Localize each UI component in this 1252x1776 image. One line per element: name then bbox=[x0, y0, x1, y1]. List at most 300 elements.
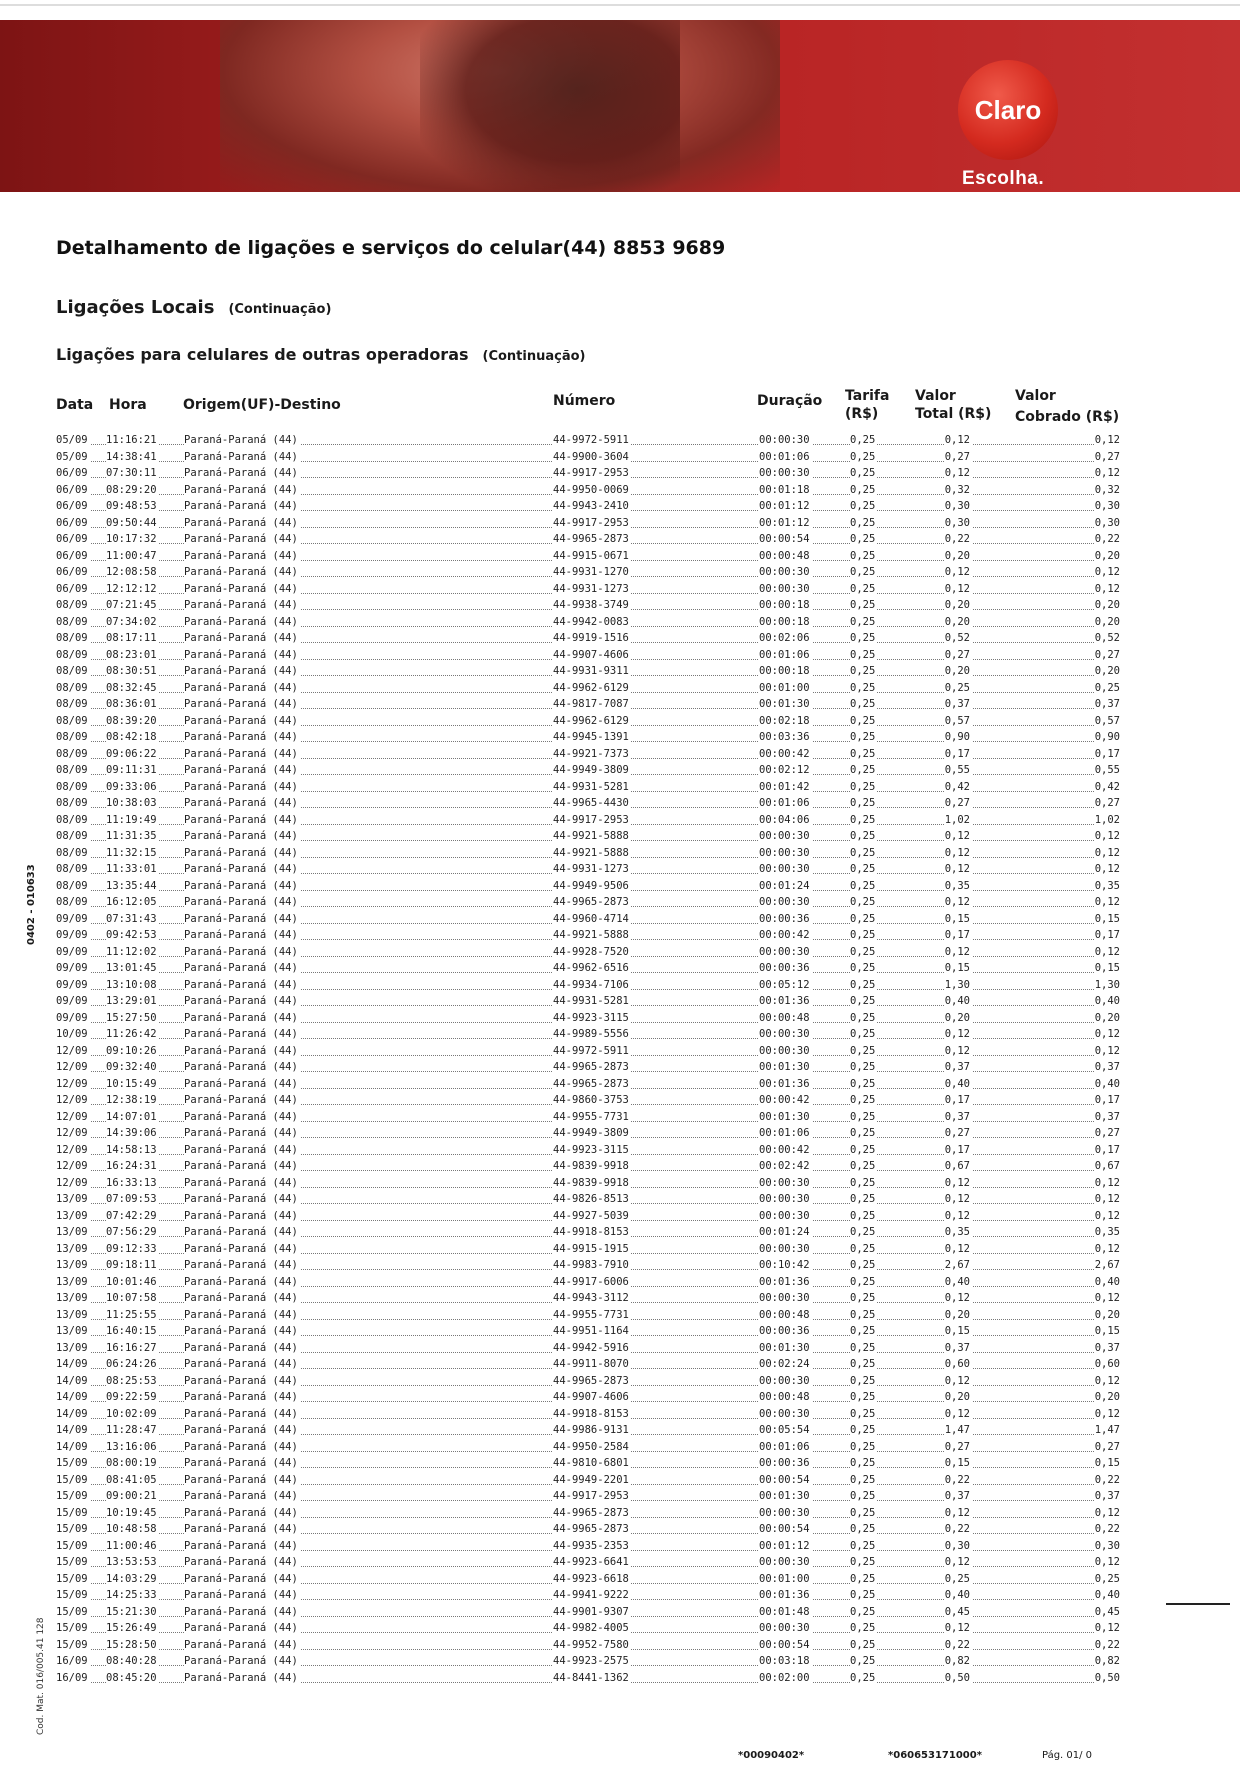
cell-valor-cobrado: 0,12 bbox=[1094, 1028, 1120, 1040]
cell-numero: 44-9945-1391 bbox=[553, 731, 629, 743]
cell-valor-total: 0,27 bbox=[944, 797, 970, 809]
cell-hora: 08:23:01 bbox=[106, 648, 157, 661]
cell-hora: 12:12:12 bbox=[106, 582, 157, 595]
cell-hora: 07:56:29 bbox=[106, 1226, 157, 1238]
cell-valor-total: 0,15 bbox=[944, 1457, 970, 1469]
cell-hora: 11:28:47 bbox=[106, 1424, 157, 1436]
cell-data: 08/09 bbox=[56, 599, 88, 611]
cell-hora: 09:12:33 bbox=[106, 1242, 157, 1255]
cell-duracao: 00:00:30 bbox=[759, 1374, 810, 1387]
cell-data: 08/09 bbox=[56, 714, 88, 727]
cell-valor-cobrado: 0,15 bbox=[1094, 1457, 1120, 1469]
cell-valor-total: 0,37 bbox=[944, 1490, 970, 1502]
cell-numero: 44-9931-1273 bbox=[553, 582, 629, 595]
table-row bbox=[56, 846, 1122, 863]
cell-valor-total: 0,12 bbox=[944, 1176, 970, 1189]
cell-valor-total: 0,55 bbox=[944, 764, 970, 776]
cell-tarifa: 0,25 bbox=[850, 830, 876, 842]
cell-valor-cobrado: 0,22 bbox=[1094, 1473, 1120, 1486]
table-row bbox=[56, 1572, 1122, 1589]
cell-numero: 44-9949-3809 bbox=[553, 1127, 629, 1139]
cell-tarifa: 0,25 bbox=[850, 731, 876, 743]
cell-numero: 44-9989-5556 bbox=[553, 1028, 629, 1040]
cell-valor-cobrado: 0,40 bbox=[1094, 1589, 1120, 1601]
cell-valor-cobrado: 0,40 bbox=[1094, 995, 1120, 1007]
cell-hora: 13:35:44 bbox=[106, 879, 157, 892]
cell-data: 13/09 bbox=[56, 1209, 88, 1222]
cell-numero: 44-9950-0069 bbox=[553, 483, 629, 496]
table-row bbox=[56, 1093, 1122, 1110]
cell-numero: 44-9965-2873 bbox=[553, 1077, 629, 1090]
table-row bbox=[56, 1440, 1122, 1457]
table-row bbox=[56, 516, 1122, 533]
table-row bbox=[56, 1192, 1122, 1209]
cell-valor-cobrado: 0,12 bbox=[1094, 1193, 1120, 1205]
cell-numero: 44-9921-5888 bbox=[553, 830, 629, 842]
cell-valor-total: 0,12 bbox=[944, 434, 970, 446]
cell-data: 08/09 bbox=[56, 797, 88, 809]
cell-origem: Paraná-Paraná (44) bbox=[184, 1275, 298, 1288]
cell-numero: 44-9934-7106 bbox=[553, 978, 629, 991]
cell-origem: Paraná-Paraná (44) bbox=[184, 846, 298, 859]
cell-numero: 44-9839-9918 bbox=[553, 1160, 629, 1172]
cell-valor-cobrado: 0,17 bbox=[1094, 1094, 1120, 1106]
cell-data: 09/09 bbox=[56, 978, 88, 991]
cell-valor-cobrado: 0,60 bbox=[1094, 1358, 1120, 1370]
cell-origem: Paraná-Paraná (44) bbox=[184, 1127, 298, 1139]
cell-tarifa: 0,25 bbox=[850, 962, 876, 974]
cell-valor-cobrado: 0,30 bbox=[1094, 516, 1120, 529]
cell-valor-cobrado: 0,27 bbox=[1094, 1127, 1120, 1139]
cell-tarifa: 0,25 bbox=[850, 467, 876, 479]
cell-hora: 08:39:20 bbox=[106, 714, 157, 727]
cell-data: 15/09 bbox=[56, 1457, 88, 1469]
cell-origem: Paraná-Paraná (44) bbox=[184, 1473, 298, 1486]
cell-valor-cobrado: 2,67 bbox=[1094, 1259, 1120, 1271]
cell-valor-total: 0,12 bbox=[944, 1622, 970, 1634]
cell-duracao: 00:00:54 bbox=[759, 1638, 810, 1651]
cell-valor-cobrado: 0,27 bbox=[1094, 1440, 1120, 1453]
cell-valor-cobrado: 0,12 bbox=[1094, 1622, 1120, 1634]
cell-tarifa: 0,25 bbox=[850, 1292, 876, 1304]
cell-valor-cobrado: 0,45 bbox=[1094, 1605, 1120, 1618]
cell-duracao: 00:10:42 bbox=[759, 1259, 810, 1271]
subsection-title bbox=[56, 345, 586, 364]
cell-tarifa: 0,25 bbox=[850, 1011, 876, 1024]
cell-origem: Paraná-Paraná (44) bbox=[184, 1044, 298, 1057]
cell-duracao: 00:00:30 bbox=[759, 945, 810, 958]
cell-valor-cobrado: 0,22 bbox=[1094, 533, 1120, 545]
cell-data: 06/09 bbox=[56, 549, 88, 562]
cell-numero: 44-9817-7087 bbox=[553, 698, 629, 710]
cell-valor-cobrado: 0,12 bbox=[1094, 1292, 1120, 1304]
cell-duracao: 00:00:30 bbox=[759, 1407, 810, 1420]
cell-hora: 07:09:53 bbox=[106, 1193, 157, 1205]
col-valor-total-2: Total (R$) bbox=[915, 406, 992, 422]
cell-origem: Paraná-Paraná (44) bbox=[184, 1374, 298, 1387]
cell-valor-cobrado: 0,12 bbox=[1094, 1209, 1120, 1222]
cell-duracao: 00:01:06 bbox=[759, 1440, 810, 1453]
cell-duracao: 00:02:42 bbox=[759, 1160, 810, 1172]
cell-tarifa: 0,25 bbox=[850, 1523, 876, 1535]
cell-valor-total: 0,20 bbox=[944, 549, 970, 562]
cell-tarifa: 0,25 bbox=[850, 879, 876, 892]
cell-hora: 09:11:31 bbox=[106, 764, 157, 776]
table-row bbox=[56, 532, 1122, 549]
cell-origem: Paraná-Paraná (44) bbox=[184, 863, 298, 875]
cell-valor-cobrado: 0,20 bbox=[1094, 665, 1120, 677]
cell-numero: 44-9931-5281 bbox=[553, 995, 629, 1007]
cell-tarifa: 0,25 bbox=[850, 1655, 876, 1667]
cell-tarifa: 0,25 bbox=[850, 1242, 876, 1255]
table-row bbox=[56, 1110, 1122, 1127]
col-tarifa-2: (R$) bbox=[845, 406, 879, 422]
cell-numero: 44-9918-8153 bbox=[553, 1407, 629, 1420]
cell-valor-total: 0,12 bbox=[944, 830, 970, 842]
table-row bbox=[56, 1621, 1122, 1638]
cell-origem: Paraná-Paraná (44) bbox=[184, 1605, 298, 1618]
cell-tarifa: 0,25 bbox=[850, 1473, 876, 1486]
cell-numero: 44-9943-3112 bbox=[553, 1292, 629, 1304]
cell-numero: 44-9921-5888 bbox=[553, 929, 629, 941]
cell-duracao: 00:00:48 bbox=[759, 1011, 810, 1024]
cell-duracao: 00:03:36 bbox=[759, 731, 810, 743]
cell-valor-total: 0,17 bbox=[944, 929, 970, 941]
table-row bbox=[56, 978, 1122, 995]
cell-valor-cobrado: 0,37 bbox=[1094, 1061, 1120, 1073]
cell-origem: Paraná-Paraná (44) bbox=[184, 450, 298, 463]
cell-hora: 14:03:29 bbox=[106, 1572, 157, 1585]
cell-hora: 09:06:22 bbox=[106, 747, 157, 760]
cell-duracao: 00:00:30 bbox=[759, 1176, 810, 1189]
cell-tarifa: 0,25 bbox=[850, 813, 876, 826]
cell-tarifa: 0,25 bbox=[850, 1490, 876, 1502]
cell-hora: 13:01:45 bbox=[106, 962, 157, 974]
cell-data: 08/09 bbox=[56, 780, 88, 793]
cell-valor-cobrado: 0,20 bbox=[1094, 549, 1120, 562]
cell-valor-total: 0,37 bbox=[944, 698, 970, 710]
cell-data: 05/09 bbox=[56, 450, 88, 463]
cell-valor-total: 0,40 bbox=[944, 995, 970, 1007]
cell-data: 14/09 bbox=[56, 1374, 88, 1387]
cell-duracao: 00:01:06 bbox=[759, 797, 810, 809]
cell-valor-cobrado: 0,37 bbox=[1094, 698, 1120, 710]
cell-hora: 11:19:49 bbox=[106, 813, 157, 826]
cell-valor-total: 0,67 bbox=[944, 1160, 970, 1172]
cell-valor-cobrado: 0,40 bbox=[1094, 1275, 1120, 1288]
cell-valor-cobrado: 0,50 bbox=[1094, 1671, 1120, 1684]
cell-origem: Paraná-Paraná (44) bbox=[184, 1539, 298, 1552]
cell-duracao: 00:02:18 bbox=[759, 714, 810, 727]
cell-data: 13/09 bbox=[56, 1259, 88, 1271]
cell-hora: 10:19:45 bbox=[106, 1506, 157, 1519]
cell-hora: 16:12:05 bbox=[106, 896, 157, 908]
cell-numero: 44-9918-8153 bbox=[553, 1226, 629, 1238]
cell-numero: 44-9860-3753 bbox=[553, 1094, 629, 1106]
cell-hora: 10:38:03 bbox=[106, 797, 157, 809]
cell-duracao: 00:01:06 bbox=[759, 648, 810, 661]
cell-origem: Paraná-Paraná (44) bbox=[184, 1110, 298, 1123]
cell-data: 15/09 bbox=[56, 1490, 88, 1502]
cell-tarifa: 0,25 bbox=[850, 1671, 876, 1684]
cell-numero: 44-9982-4005 bbox=[553, 1622, 629, 1634]
cell-tarifa: 0,25 bbox=[850, 483, 876, 496]
cell-tarifa: 0,25 bbox=[850, 863, 876, 875]
table-row bbox=[56, 1638, 1122, 1655]
cell-valor-total: 0,90 bbox=[944, 731, 970, 743]
cell-valor-total: 0,12 bbox=[944, 945, 970, 958]
table-row bbox=[56, 1506, 1122, 1523]
cell-tarifa: 0,25 bbox=[850, 500, 876, 512]
cell-tarifa: 0,25 bbox=[850, 1605, 876, 1618]
cell-origem: Paraná-Paraná (44) bbox=[184, 1506, 298, 1519]
table-row bbox=[56, 912, 1122, 929]
cell-numero: 44-9941-9222 bbox=[553, 1589, 629, 1601]
cell-duracao: 00:01:12 bbox=[759, 500, 810, 512]
cell-valor-total: 0,22 bbox=[944, 1473, 970, 1486]
cell-valor-cobrado: 0,15 bbox=[1094, 912, 1120, 925]
cell-tarifa: 0,25 bbox=[850, 1308, 876, 1321]
cell-numero: 44-9826-8513 bbox=[553, 1193, 629, 1205]
cell-origem: Paraná-Paraná (44) bbox=[184, 1242, 298, 1255]
cell-origem: Paraná-Paraná (44) bbox=[184, 1391, 298, 1403]
cell-hora: 09:32:40 bbox=[106, 1061, 157, 1073]
cell-duracao: 00:00:42 bbox=[759, 1094, 810, 1106]
table-row bbox=[56, 1258, 1122, 1275]
cell-origem: Paraná-Paraná (44) bbox=[184, 1193, 298, 1205]
cell-hora: 09:42:53 bbox=[106, 929, 157, 941]
header-banner bbox=[0, 20, 1240, 192]
cell-data: 08/09 bbox=[56, 731, 88, 743]
cell-origem: Paraná-Paraná (44) bbox=[184, 929, 298, 941]
cell-origem: Paraná-Paraná (44) bbox=[184, 632, 298, 644]
cell-duracao: 00:01:24 bbox=[759, 1226, 810, 1238]
cell-tarifa: 0,25 bbox=[850, 1110, 876, 1123]
cell-valor-total: 0,32 bbox=[944, 483, 970, 496]
cell-origem: Paraná-Paraná (44) bbox=[184, 830, 298, 842]
cell-data: 13/09 bbox=[56, 1226, 88, 1238]
cell-numero: 44-9901-9307 bbox=[553, 1605, 629, 1618]
cell-numero: 44-9917-2953 bbox=[553, 516, 629, 529]
table-row bbox=[56, 1027, 1122, 1044]
table-row bbox=[56, 862, 1122, 879]
cell-hora: 09:33:06 bbox=[106, 780, 157, 793]
cell-numero: 44-9951-1164 bbox=[553, 1325, 629, 1337]
cell-hora: 11:26:42 bbox=[106, 1028, 157, 1040]
cell-hora: 09:00:21 bbox=[106, 1490, 157, 1502]
cell-data: 06/09 bbox=[56, 533, 88, 545]
col-hora: Hora bbox=[109, 397, 147, 413]
cell-valor-cobrado: 0,12 bbox=[1094, 467, 1120, 479]
cell-data: 13/09 bbox=[56, 1242, 88, 1255]
cell-numero: 44-9965-2873 bbox=[553, 1523, 629, 1535]
cell-numero: 44-9917-2953 bbox=[553, 813, 629, 826]
cell-tarifa: 0,25 bbox=[850, 945, 876, 958]
cell-tarifa: 0,25 bbox=[850, 797, 876, 809]
cell-valor-cobrado: 0,55 bbox=[1094, 764, 1120, 776]
cell-tarifa: 0,25 bbox=[850, 450, 876, 463]
cell-valor-total: 0,12 bbox=[944, 846, 970, 859]
cell-valor-cobrado: 0,12 bbox=[1094, 830, 1120, 842]
cell-duracao: 00:01:24 bbox=[759, 879, 810, 892]
cell-duracao: 00:01:00 bbox=[759, 681, 810, 694]
cell-origem: Paraná-Paraná (44) bbox=[184, 1572, 298, 1585]
cell-valor-cobrado: 0,42 bbox=[1094, 780, 1120, 793]
table-row bbox=[56, 1588, 1122, 1605]
cell-duracao: 00:00:48 bbox=[759, 1308, 810, 1321]
cell-valor-cobrado: 0,32 bbox=[1094, 483, 1120, 496]
table-row bbox=[56, 763, 1122, 780]
col-duracao: Duração bbox=[757, 393, 823, 409]
cell-valor-cobrado: 0,12 bbox=[1094, 1374, 1120, 1387]
cell-data: 08/09 bbox=[56, 863, 88, 875]
cell-valor-total: 0,42 bbox=[944, 780, 970, 793]
cell-numero: 44-9965-2873 bbox=[553, 1374, 629, 1387]
cell-hora: 14:38:41 bbox=[106, 450, 157, 463]
cell-valor-total: 0,17 bbox=[944, 747, 970, 760]
cell-valor-cobrado: 0,67 bbox=[1094, 1160, 1120, 1172]
cell-numero: 44-9965-2873 bbox=[553, 533, 629, 545]
table-row bbox=[56, 664, 1122, 681]
cell-valor-cobrado: 0,12 bbox=[1094, 566, 1120, 578]
cell-tarifa: 0,25 bbox=[850, 1407, 876, 1420]
cell-origem: Paraná-Paraná (44) bbox=[184, 1424, 298, 1436]
cell-valor-total: 0,12 bbox=[944, 1374, 970, 1387]
cell-valor-total: 0,12 bbox=[944, 566, 970, 578]
cell-valor-cobrado: 0,17 bbox=[1094, 747, 1120, 760]
cell-origem: Paraná-Paraná (44) bbox=[184, 1523, 298, 1535]
cell-hora: 11:00:46 bbox=[106, 1539, 157, 1552]
cell-tarifa: 0,25 bbox=[850, 516, 876, 529]
cell-tarifa: 0,25 bbox=[850, 1160, 876, 1172]
cell-data: 08/09 bbox=[56, 764, 88, 776]
cell-tarifa: 0,25 bbox=[850, 698, 876, 710]
cell-data: 14/09 bbox=[56, 1424, 88, 1436]
cell-valor-cobrado: 0,17 bbox=[1094, 929, 1120, 941]
cell-duracao: 00:00:30 bbox=[759, 1028, 810, 1040]
cell-tarifa: 0,25 bbox=[850, 1044, 876, 1057]
cell-tarifa: 0,25 bbox=[850, 912, 876, 925]
cell-data: 14/09 bbox=[56, 1440, 88, 1453]
cell-valor-cobrado: 0,12 bbox=[1094, 863, 1120, 875]
cell-origem: Paraná-Paraná (44) bbox=[184, 665, 298, 677]
cell-hora: 08:30:51 bbox=[106, 665, 157, 677]
cell-data: 08/09 bbox=[56, 813, 88, 826]
cell-numero: 44-9962-6129 bbox=[553, 714, 629, 727]
cell-valor-cobrado: 0,52 bbox=[1094, 632, 1120, 644]
table-row bbox=[56, 1060, 1122, 1077]
table-row bbox=[56, 565, 1122, 582]
cell-duracao: 00:01:30 bbox=[759, 1490, 810, 1502]
cell-tarifa: 0,25 bbox=[850, 1424, 876, 1436]
cell-origem: Paraná-Paraná (44) bbox=[184, 1638, 298, 1651]
cell-origem: Paraná-Paraná (44) bbox=[184, 912, 298, 925]
cell-origem: Paraná-Paraná (44) bbox=[184, 1556, 298, 1568]
cell-data: 15/09 bbox=[56, 1622, 88, 1634]
cell-origem: Paraná-Paraná (44) bbox=[184, 681, 298, 694]
cell-origem: Paraná-Paraná (44) bbox=[184, 945, 298, 958]
table-row bbox=[56, 879, 1122, 896]
table-row bbox=[56, 1011, 1122, 1028]
cell-numero: 44-9931-9311 bbox=[553, 665, 629, 677]
cell-duracao: 00:05:54 bbox=[759, 1424, 810, 1436]
cell-data: 08/09 bbox=[56, 615, 88, 628]
cell-hora: 08:36:01 bbox=[106, 698, 157, 710]
cell-numero: 44-9965-4430 bbox=[553, 797, 629, 809]
cell-data: 16/09 bbox=[56, 1671, 88, 1684]
cell-numero: 44-9810-6801 bbox=[553, 1457, 629, 1469]
table-row bbox=[56, 1456, 1122, 1473]
cell-tarifa: 0,25 bbox=[850, 1341, 876, 1354]
cell-hora: 08:29:20 bbox=[106, 483, 157, 496]
cell-numero: 44-9965-2873 bbox=[553, 896, 629, 908]
cell-origem: Paraná-Paraná (44) bbox=[184, 1358, 298, 1370]
cell-valor-total: 0,12 bbox=[944, 1028, 970, 1040]
cell-tarifa: 0,25 bbox=[850, 1094, 876, 1106]
cell-origem: Paraná-Paraná (44) bbox=[184, 813, 298, 826]
cell-valor-total: 0,17 bbox=[944, 1143, 970, 1156]
cell-hora: 11:31:35 bbox=[106, 830, 157, 842]
cell-origem: Paraná-Paraná (44) bbox=[184, 714, 298, 727]
cell-hora: 08:17:11 bbox=[106, 632, 157, 644]
cell-origem: Paraná-Paraná (44) bbox=[184, 1440, 298, 1453]
cell-data: 09/09 bbox=[56, 1011, 88, 1024]
cell-valor-total: 0,20 bbox=[944, 1391, 970, 1403]
table-row bbox=[56, 648, 1122, 665]
cell-data: 08/09 bbox=[56, 747, 88, 760]
cell-valor-total: 0,12 bbox=[944, 896, 970, 908]
table-row bbox=[56, 582, 1122, 599]
cell-tarifa: 0,25 bbox=[850, 1176, 876, 1189]
cell-origem: Paraná-Paraná (44) bbox=[184, 1292, 298, 1304]
table-header bbox=[56, 388, 1122, 428]
cell-data: 15/09 bbox=[56, 1473, 88, 1486]
cell-valor-total: 0,15 bbox=[944, 962, 970, 974]
cell-valor-cobrado: 0,20 bbox=[1094, 1011, 1120, 1024]
cell-hora: 10:07:58 bbox=[106, 1292, 157, 1304]
section-title bbox=[56, 297, 331, 318]
cell-origem: Paraná-Paraná (44) bbox=[184, 879, 298, 892]
cell-numero: 44-9927-5039 bbox=[553, 1209, 629, 1222]
cell-origem: Paraná-Paraná (44) bbox=[184, 896, 298, 908]
cell-numero: 44-9915-0671 bbox=[553, 549, 629, 562]
cell-valor-total: 0,12 bbox=[944, 1044, 970, 1057]
cell-numero: 44-9917-2953 bbox=[553, 467, 629, 479]
cell-duracao: 00:00:30 bbox=[759, 1622, 810, 1634]
cell-data: 13/09 bbox=[56, 1275, 88, 1288]
cell-tarifa: 0,25 bbox=[850, 681, 876, 694]
cell-origem: Paraná-Paraná (44) bbox=[184, 1490, 298, 1502]
cell-data: 14/09 bbox=[56, 1407, 88, 1420]
cell-tarifa: 0,25 bbox=[850, 780, 876, 793]
cell-numero: 44-9965-2873 bbox=[553, 1506, 629, 1519]
cell-data: 12/09 bbox=[56, 1143, 88, 1156]
cell-duracao: 00:00:18 bbox=[759, 615, 810, 628]
cell-numero: 44-9911-8070 bbox=[553, 1358, 629, 1370]
cell-numero: 44-9907-4606 bbox=[553, 648, 629, 661]
table-row bbox=[56, 994, 1122, 1011]
cell-data: 06/09 bbox=[56, 516, 88, 529]
side-material-code: Cod. Mat. 016/005.41 128 bbox=[36, 1617, 46, 1735]
cell-data: 08/09 bbox=[56, 879, 88, 892]
cell-origem: Paraná-Paraná (44) bbox=[184, 648, 298, 661]
cell-valor-total: 0,50 bbox=[944, 1671, 970, 1684]
cell-tarifa: 0,25 bbox=[850, 434, 876, 446]
cell-valor-total: 0,40 bbox=[944, 1275, 970, 1288]
cell-valor-total: 0,22 bbox=[944, 1523, 970, 1535]
cell-data: 13/09 bbox=[56, 1325, 88, 1337]
cell-duracao: 00:00:36 bbox=[759, 1457, 810, 1469]
